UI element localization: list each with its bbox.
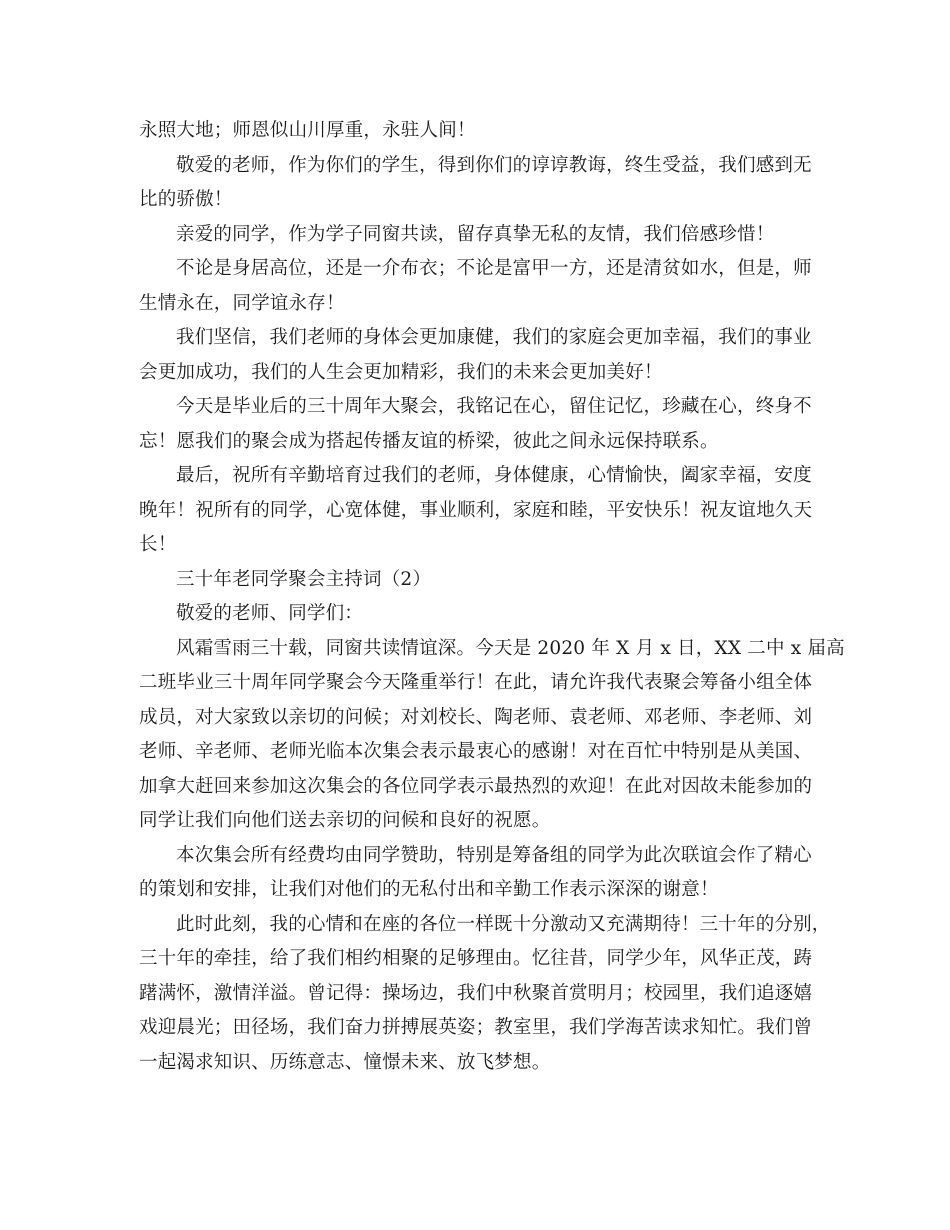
text-line: 本次集会所有经费均由同学赞助，特别是筹备组的同学为此次联谊会作了精心 bbox=[176, 844, 812, 866]
text-line: 敬爱的老师、同学们： bbox=[176, 603, 364, 624]
text-line: 一起渴求知识、历练意志、憧憬未来、放飞梦想。 bbox=[139, 1051, 551, 1073]
text-line: 我们坚信，我们老师的身体会更加康健，我们的家庭会更加幸福，我们的事业 bbox=[176, 327, 812, 348]
text-line: 比的骄傲！ bbox=[139, 189, 233, 210]
text-line: 躇满怀，激情洋溢。曾记得：操场边，我们中秋聚首赏明月；校园里，我们追逐嬉 bbox=[139, 982, 813, 1004]
text-line: 的策划和安排，让我们对他们的无私付出和辛勤工作表示深深的谢意！ bbox=[139, 879, 719, 900]
text-line: 亲爱的同学，作为学子同窗共读，留存真挚无私的友情，我们倍感珍惜！ bbox=[176, 223, 775, 245]
text-line: 戏迎晨光；田径场，我们奋力拼搏展英姿；教室里，我们学海苦读求知忙。我们曾 bbox=[139, 1017, 813, 1038]
text-line: 敬爱的老师，作为你们的学生，得到你们的谆谆教诲，终生受益，我们感到无 bbox=[176, 154, 812, 176]
text-line: 风霜雪雨三十载，同窗共读情谊深。今天是 2020 年 X 月 x 日，XX 二中 x 届高 bbox=[176, 637, 845, 659]
text-line: 三十年的牵挂，给了我们相约相聚的足够理由。忆往昔，同学少年，风华正茂，踌 bbox=[139, 948, 813, 969]
text-line: 今天是毕业后的三十周年大聚会，我铭记在心，留住记忆，珍藏在心，终身不 bbox=[176, 396, 812, 417]
text-line: 最后，祝所有辛勤培育过我们的老师，身体健康，心情愉快，阖家幸福，安度 bbox=[176, 465, 812, 486]
text-line: 三十年老同学聚会主持词（2） bbox=[176, 568, 432, 590]
text-line: 长！ bbox=[139, 534, 177, 555]
text-line: 不论是身居高位，还是一介布衣；不论是富甲一方，还是清贫如水，但是，师 bbox=[176, 258, 812, 279]
text-line: 永照大地；师恩似山川厚重，永驻人间！ bbox=[139, 120, 476, 141]
text-line: 生情永在，同学谊永存！ bbox=[139, 292, 345, 314]
text-line: 老师、辛老师、老师光临本次集会表示最衷心的感谢！对在百忙中特别是从美国、 bbox=[139, 741, 813, 762]
text-line: 加拿大赶回来参加这次集会的各位同学表示最热烈的欢迎！在此对因故未能参加的 bbox=[139, 775, 813, 797]
text-line: 忘！愿我们的聚会成为搭起传播友谊的桥梁，彼此之间永远保持联系。 bbox=[139, 430, 719, 452]
text-line: 此时此刻，我的心情和在座的各位一样既十分激动又充满期待！三十年的分别， bbox=[176, 913, 831, 935]
text-line: 同学让我们向他们送去亲切的问候和良好的祝愿。 bbox=[139, 810, 551, 831]
text-line: 会更加成功，我们的人生会更加精彩，我们的未来会更加美好！ bbox=[139, 361, 663, 383]
text-line: 二班毕业三十周年同学聚会今天隆重举行！在此，请允许我代表聚会筹备小组全体 bbox=[139, 672, 813, 693]
body-text bbox=[139, 114, 845, 1080]
text-line: 成员，对大家致以亲切的问候；对刘校长、陶老师、袁老师、邓老师、李老师、刘 bbox=[139, 706, 813, 728]
text-line: 晚年！祝所有的同学，心宽体健，事业顺利，家庭和睦，平安快乐！祝友谊地久天 bbox=[139, 499, 813, 521]
